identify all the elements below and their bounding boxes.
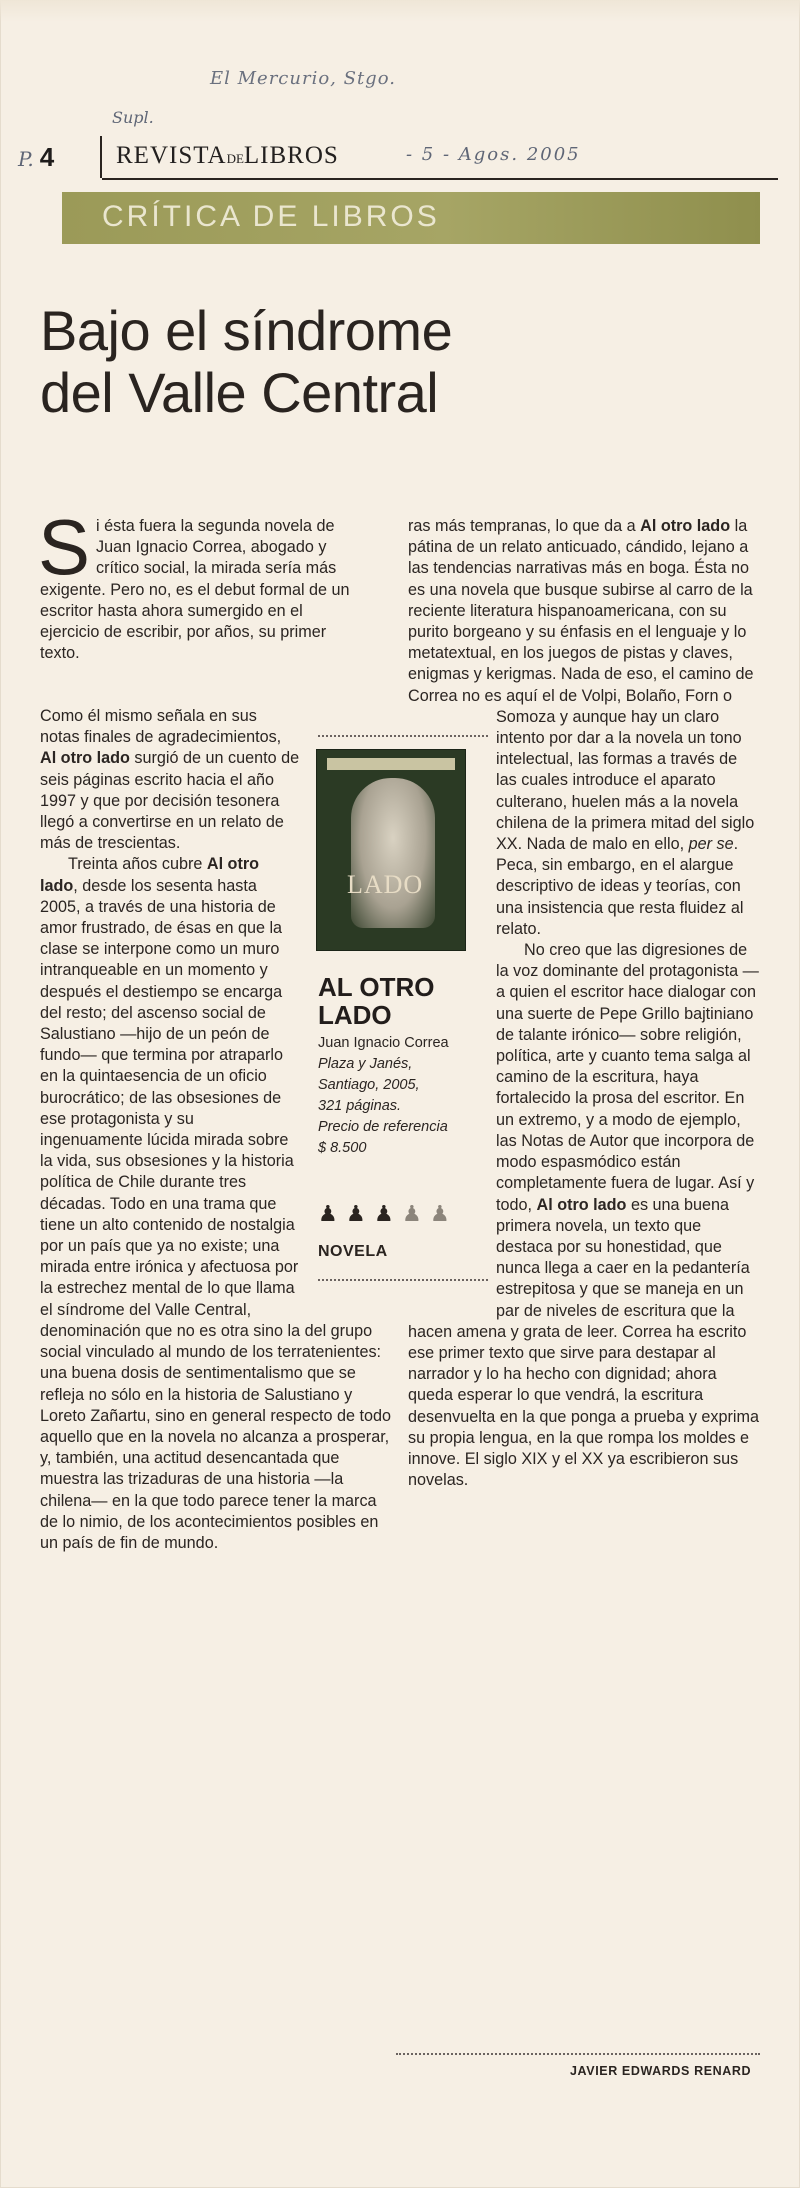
article-headline (40, 300, 760, 424)
paper-edge (0, 0, 800, 22)
p3-text-a: Treinta años cubre (68, 855, 207, 874)
masthead-divider (100, 136, 102, 178)
p4-text-a: ras más tempranas, lo que da a (408, 517, 641, 535)
section-banner-label: CRÍTICA DE LIBROS (102, 200, 440, 233)
p2-text-a: Como él mismo señala en sus notas finales de agradecimientos, (40, 707, 282, 747)
page-number (18, 142, 54, 173)
masthead-rule (102, 178, 778, 180)
drop-cap: S (38, 503, 91, 591)
paragraph-1-text: i ésta fuera la segunda novela de Juan Ignacio Correa, abogado y crítico social, la mirada sería más exigente. Pero no, es el debut formal de un escritor hasta ahora sumergido en el ejercicio de escribir, por años, su primer texto. (40, 517, 350, 663)
article-paragraph-1 (38, 503, 362, 664)
book-author: Juan Ignacio Correa (318, 1035, 449, 1051)
book-pages: 321 páginas. (318, 1098, 402, 1114)
handwritten-date: - 5 - Agos. 2005 (406, 144, 581, 165)
handwritten-source-note: El Mercurio, Stgo. (210, 68, 396, 89)
book-place-year: Santiago, 2005, (318, 1077, 420, 1093)
book-publisher: Plaza y Janés, (318, 1056, 413, 1072)
rating-figure-icon: ♟ (346, 1201, 366, 1226)
book-price: $ 8.500 (318, 1140, 367, 1156)
headline-line-1: Bajo el síndrome (40, 299, 453, 362)
p2-text-c: surgió de un cuento de seis páginas escrito hacia el año 1997 y que por decisión tesonera llegó a convertirse en un relato de más de trescientas. (40, 749, 300, 853)
headline-line-2: del Valle Central (40, 361, 439, 424)
book-title-inline: Al otro lado (536, 1195, 627, 1214)
p4-text-c: la pátina de un relato anticuado, cándido, lejano a las tendencias narrativas más en boga. Ésta no es una novela que busque subirse al carro de la reciente literatura hispanoamericana, con su purito borgeano y su énfasis en el lenguaje y lo metatextual, en los juegos de pistas y claves, enigmas y kerigmas. Nada de eso, el camino de Correa no es aquí el de Volpi, Bolaño, Forn o Somoza y aunque hay un claro intento por dar a la novela un tono intelectual, las formas a través de las cuales introduce el aparato culterano, huelen más a la novela chilena de la primera mitad del siglo XX. Nada de malo en ello, (408, 517, 755, 854)
article-column-1 (38, 503, 362, 664)
book-title-inline: Al otro lado (640, 517, 731, 535)
author-byline: JAVIER EDWARDS RENARD (570, 2064, 752, 2078)
p3-text-c: , desde los sesenta hasta 2005, a través de una historia de amor frustrado, de ésas en que la clase se interpone como un muro intranqueable en un momento y después el destiempo se encarga del resto; del ascenso social de Salustiano —hijo de un peón de fundo— que termina por atraparlo en la quintaesencia de un oficio burocrático; de las obsesiones de ese protagonista y su ingenuamente lúcida mirada sobre la vida, sus obsesiones y la historia política de Chile durante tres décadas. Todo en una trama que tiene un alto contenido de nostalgia por un país que ya no existe; una mirada entre irónica y afectuosa por la estrechez mental de lo que llama el síndrome del Valle Central, denominación que no es otra sino la del grupo social vinculado al mundo de los terratenientes: una buena dosis de sentimentalismo que se refleja no sólo en la historia de Salustiano y Loreto Zañartu, sino en general respecto de todo aquello que en la novela no alcanza a prosperar, y, también, una actitud desencantada que muestra las trizaduras de una historia —la chilena— en la que todo parece tener la marca de lo nimio, de los acontecimientos posibles en un país de fin de mundo. (40, 876, 391, 1552)
supplement-title-de: DE (226, 151, 244, 166)
book-title-inline: Al otro lado (40, 749, 130, 768)
p4-text-e: . Peca, sin embargo, en el alargue descriptivo de ideas y teorías, con una insistencia que resta fluidez al relato. (496, 835, 744, 938)
p4-italic: per se (688, 835, 734, 854)
p5-text-a: No creo que las digresiones de la voz dominante del protagonista —a quien el escritor hace dialogar con una suerte de Pepe Grillo bajtiniano de talante irónico— sobre religión, política, arte y cuanto tema salga al camino de la escritura, haya fortalecido la prosa del escritor. En un extremo, y a modo de ejemplo, las Notas de Autor que incorpora de modo espasmódico están completamente fuera de lugar. Así y todo, (496, 941, 759, 1214)
rating-figure-icon: ♟ (430, 1201, 450, 1226)
article-column-2 (408, 516, 760, 2046)
rating-figure-icon: ♟ (402, 1201, 422, 1226)
handwritten-supplement-note: Supl. (112, 108, 154, 127)
rating-figure-icon: ♟ (318, 1201, 338, 1226)
rating-figure-icon: ♟ (374, 1201, 394, 1226)
section-masthead (18, 136, 778, 180)
book-title-line-2: LADO (318, 1000, 392, 1030)
byline-dotted-rule (396, 2053, 760, 2055)
section-banner (62, 192, 760, 244)
page-prefix: P. (18, 147, 34, 171)
book-price-label: Precio de referencia (318, 1119, 448, 1135)
book-genre: NOVELA (318, 1243, 388, 1260)
layout-spacer (408, 727, 496, 1307)
cover-title: LADO (347, 870, 424, 899)
supplement-title-end: LIBROS (243, 142, 339, 169)
supplement-title (116, 142, 339, 170)
book-title-inline: Al otro lado (40, 855, 260, 895)
supplement-title-main: REVISTA (116, 142, 227, 169)
page-number-value: 4 (39, 142, 55, 172)
p5-text-c: es una buena primera novela, un texto que destaca por su honestidad, que nunca llega a caer en la pedantería estrepitosa y que se maneja en un par de niveles de escritura que la hacen amena y grata de leer. Correa ha escrito ese primer texto que sirve para destapar al narrador y lo ha hecho con dignidad; ahora queda esperar lo que vendrá, la escritura desenvuelta en la que ponga a prueba y exprima su propia lengua, en la que rompa los moldes e innove. El siglo XIX y el XX ya escribieron sus novelas. (408, 1195, 759, 1490)
book-title-line-1: AL OTRO (318, 972, 435, 1002)
